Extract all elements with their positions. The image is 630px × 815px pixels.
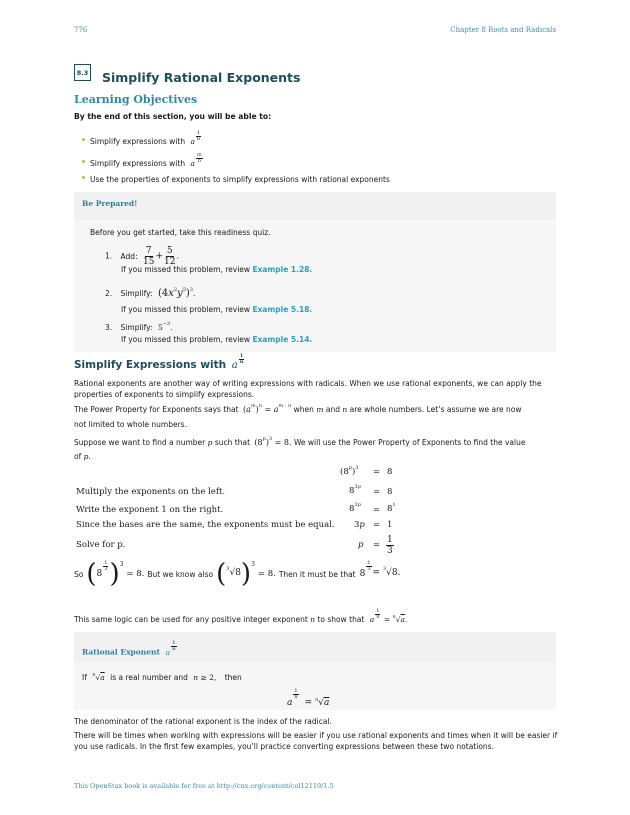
objective-item: Use the properties of exponents to simplify expressions with rational exponents xyxy=(90,175,390,184)
paragraph: not limited to whole numbers. xyxy=(74,420,187,429)
example-link[interactable]: Example 5.18. xyxy=(252,305,313,314)
section-title: Simplify Rational Exponents xyxy=(102,70,301,85)
step-label: Solve for p. xyxy=(76,540,126,550)
quiz-review-2: If you missed this problem, review Example 5.18. xyxy=(121,305,313,314)
paragraph: Suppose we want to find a number p such that $(8^p)^3 = 8$. We will use the Power Property of Exponents to find the value xyxy=(74,436,526,447)
section-number-badge: 8.3 xyxy=(74,64,91,81)
equation: 3p xyxy=(354,520,365,530)
rational-exponent-condition: If $^n$√a is a real number and n ≥ 2, then xyxy=(82,672,242,682)
equation: $8^{3p}$ xyxy=(349,502,361,514)
objective-item: Simplify expressions with a $\frac{1}{n}$ xyxy=(90,129,201,146)
footer-text: This OpenStax book is available for free at http://cnx.org/content/col12119/1.5 xyxy=(74,782,334,790)
step-label: Write the exponent 1 on the right. xyxy=(76,505,224,515)
rational-exponent-formula: a $\frac{1}{n}$ = $^n$√a xyxy=(287,688,330,708)
paragraph: Rational exponents are another way of writing expressions with radicals. When we use rational exponents, we can apply the properties of exponents to simplify expressions. xyxy=(74,379,542,399)
equation: $(8^p)^3$ xyxy=(340,465,359,477)
bullet-icon xyxy=(82,138,85,141)
so-line: So ( 8 $\frac{1}{3}$ ) 3 = 8. But we know also ( $^3$√8 ) 3 = 8. Then it must be that 8 $\frac{1}{3}$ = $^3$√8. xyxy=(74,558,401,589)
objectives-title: Learning Objectives xyxy=(74,93,198,106)
be-prepared-title: Be Prepared! xyxy=(82,199,138,208)
bullet-icon xyxy=(82,176,85,179)
be-prepared-header xyxy=(74,192,556,220)
objective-item: Simplify expressions with a $\frac{m}{n}$ xyxy=(90,151,202,168)
chapter-title: Chapter 8 Roots and Radicals xyxy=(450,26,556,34)
quiz-review-3: If you missed this problem, review Example 5.14. xyxy=(121,335,313,344)
step-label: Since the bases are the same, the exponents must be equal. xyxy=(76,520,335,530)
step-label: Multiply the exponents on the left. xyxy=(76,487,226,497)
subsection-title: Simplify Expressions with a $\frac{1}{n}$ xyxy=(74,352,244,371)
quiz-item-2: 2. Simplify: $(4x^2y^5)^3$. xyxy=(105,287,196,299)
paragraph: The denominator of the rational exponent is the index of the radical. xyxy=(74,717,332,726)
paragraph: of p. xyxy=(74,452,91,461)
objectives-intro: By the end of this section, you will be able to: xyxy=(74,112,272,121)
quiz-item-3: 3. Simplify: $5^{-3}$. xyxy=(105,321,173,332)
quiz-review-1: If you missed this problem, review Example 1.28. xyxy=(121,265,313,274)
bullet-icon xyxy=(82,160,85,163)
paragraph: This same logic can be used for any positive integer exponent n to show that a $\frac{1}{n}$ = $^n$√a. xyxy=(74,607,408,624)
be-prepared-intro: Before you get started, take this readiness quiz. xyxy=(90,228,271,237)
example-link[interactable]: Example 5.14. xyxy=(252,335,313,344)
rational-exponent-title: Rational Exponent a $\frac{1}{n}$ xyxy=(82,640,176,657)
equation: $8^{3p}$ xyxy=(349,484,361,496)
equation: p xyxy=(358,540,364,550)
paragraph: There will be times when working with expressions will be easier if you use rational exponents and times when it will be easier if you use radicals. In the first few examples, you’ll practice converting expressions between these two notations. xyxy=(74,731,558,751)
page-number: 776 xyxy=(74,26,88,34)
paragraph: The Power Property for Exponents says that $(a^m)^n = a^{m \cdot n}$ when m and n are whole numbers. Let’s assume we are now xyxy=(74,403,522,414)
quiz-item-1: 1. Add: $\frac{7}{15}$ + $\frac{5}{12}$ . xyxy=(105,246,179,267)
example-link[interactable]: Example 1.28. xyxy=(252,265,313,274)
